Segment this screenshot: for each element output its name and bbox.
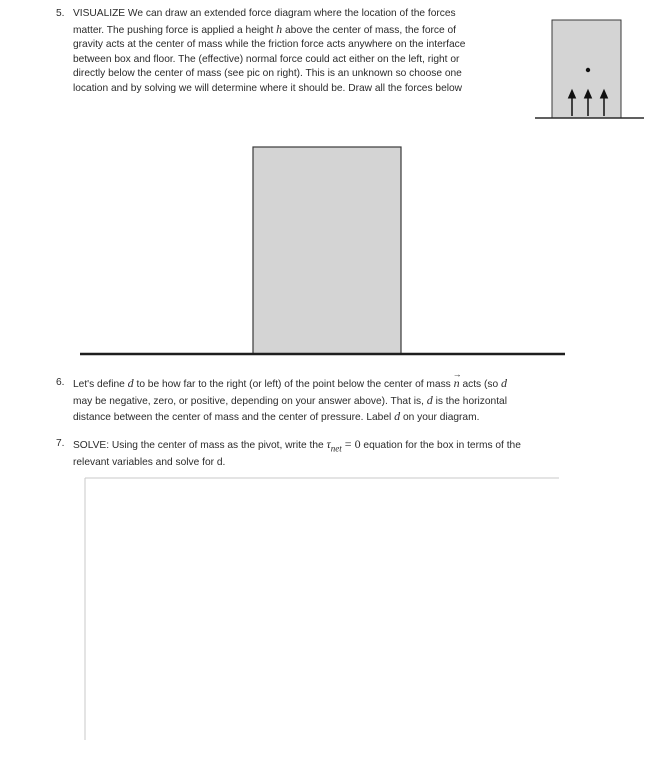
normal-vector-n: → n — [454, 376, 460, 391]
question-number: 7. — [56, 438, 65, 449]
question-number: 5. — [56, 8, 65, 19]
variable-d: d — [127, 376, 134, 390]
variable-h: h — [276, 21, 283, 36]
variable-d: d — [500, 376, 507, 390]
question-6-text: Let's define d to be how far to the right (or left) of the point below the center of mass → n acts (so d may be negative, zero, or positive, depending on your answer above). That is, d is the horizontal distance between the center of mass and the center of pressure. Label d on your diagram. — [73, 376, 507, 426]
small-box — [552, 20, 621, 118]
arrow-right-head — [601, 90, 608, 98]
torque-equation: $\tau_{net} = 0$ — [326, 437, 361, 454]
question-5-text: VISUALIZE We can draw an extended force diagram where the location of the forces matter. The pushing force is applied a height h above the center of mass, the force of gravity acts at the center of mass while the friction force acts anywhere on the interface between box and floor. The (effective) normal force could act either on the left, right or directly below the center of mass (see pic on right). This is an unknown so choose one location and by solving we will determine where it should be. Draw all the forces below — [73, 8, 466, 94]
arrow-middle-head — [585, 90, 592, 98]
question-number: 6. — [56, 377, 65, 388]
normal-force-arrows — [569, 90, 608, 116]
center-of-mass-dot — [586, 68, 590, 72]
variable-d: d — [394, 409, 401, 423]
arrow-left-head — [569, 90, 576, 98]
question-7-text: SOLVE: Using the center of mass as the pivot, write the $\tau_{net} = 0$ equation for the box in terms of the relevant variables and solve for d. — [73, 437, 521, 468]
answer-area[interactable] — [86, 479, 558, 740]
main-box — [253, 147, 401, 354]
variable-d: d — [426, 392, 433, 407]
